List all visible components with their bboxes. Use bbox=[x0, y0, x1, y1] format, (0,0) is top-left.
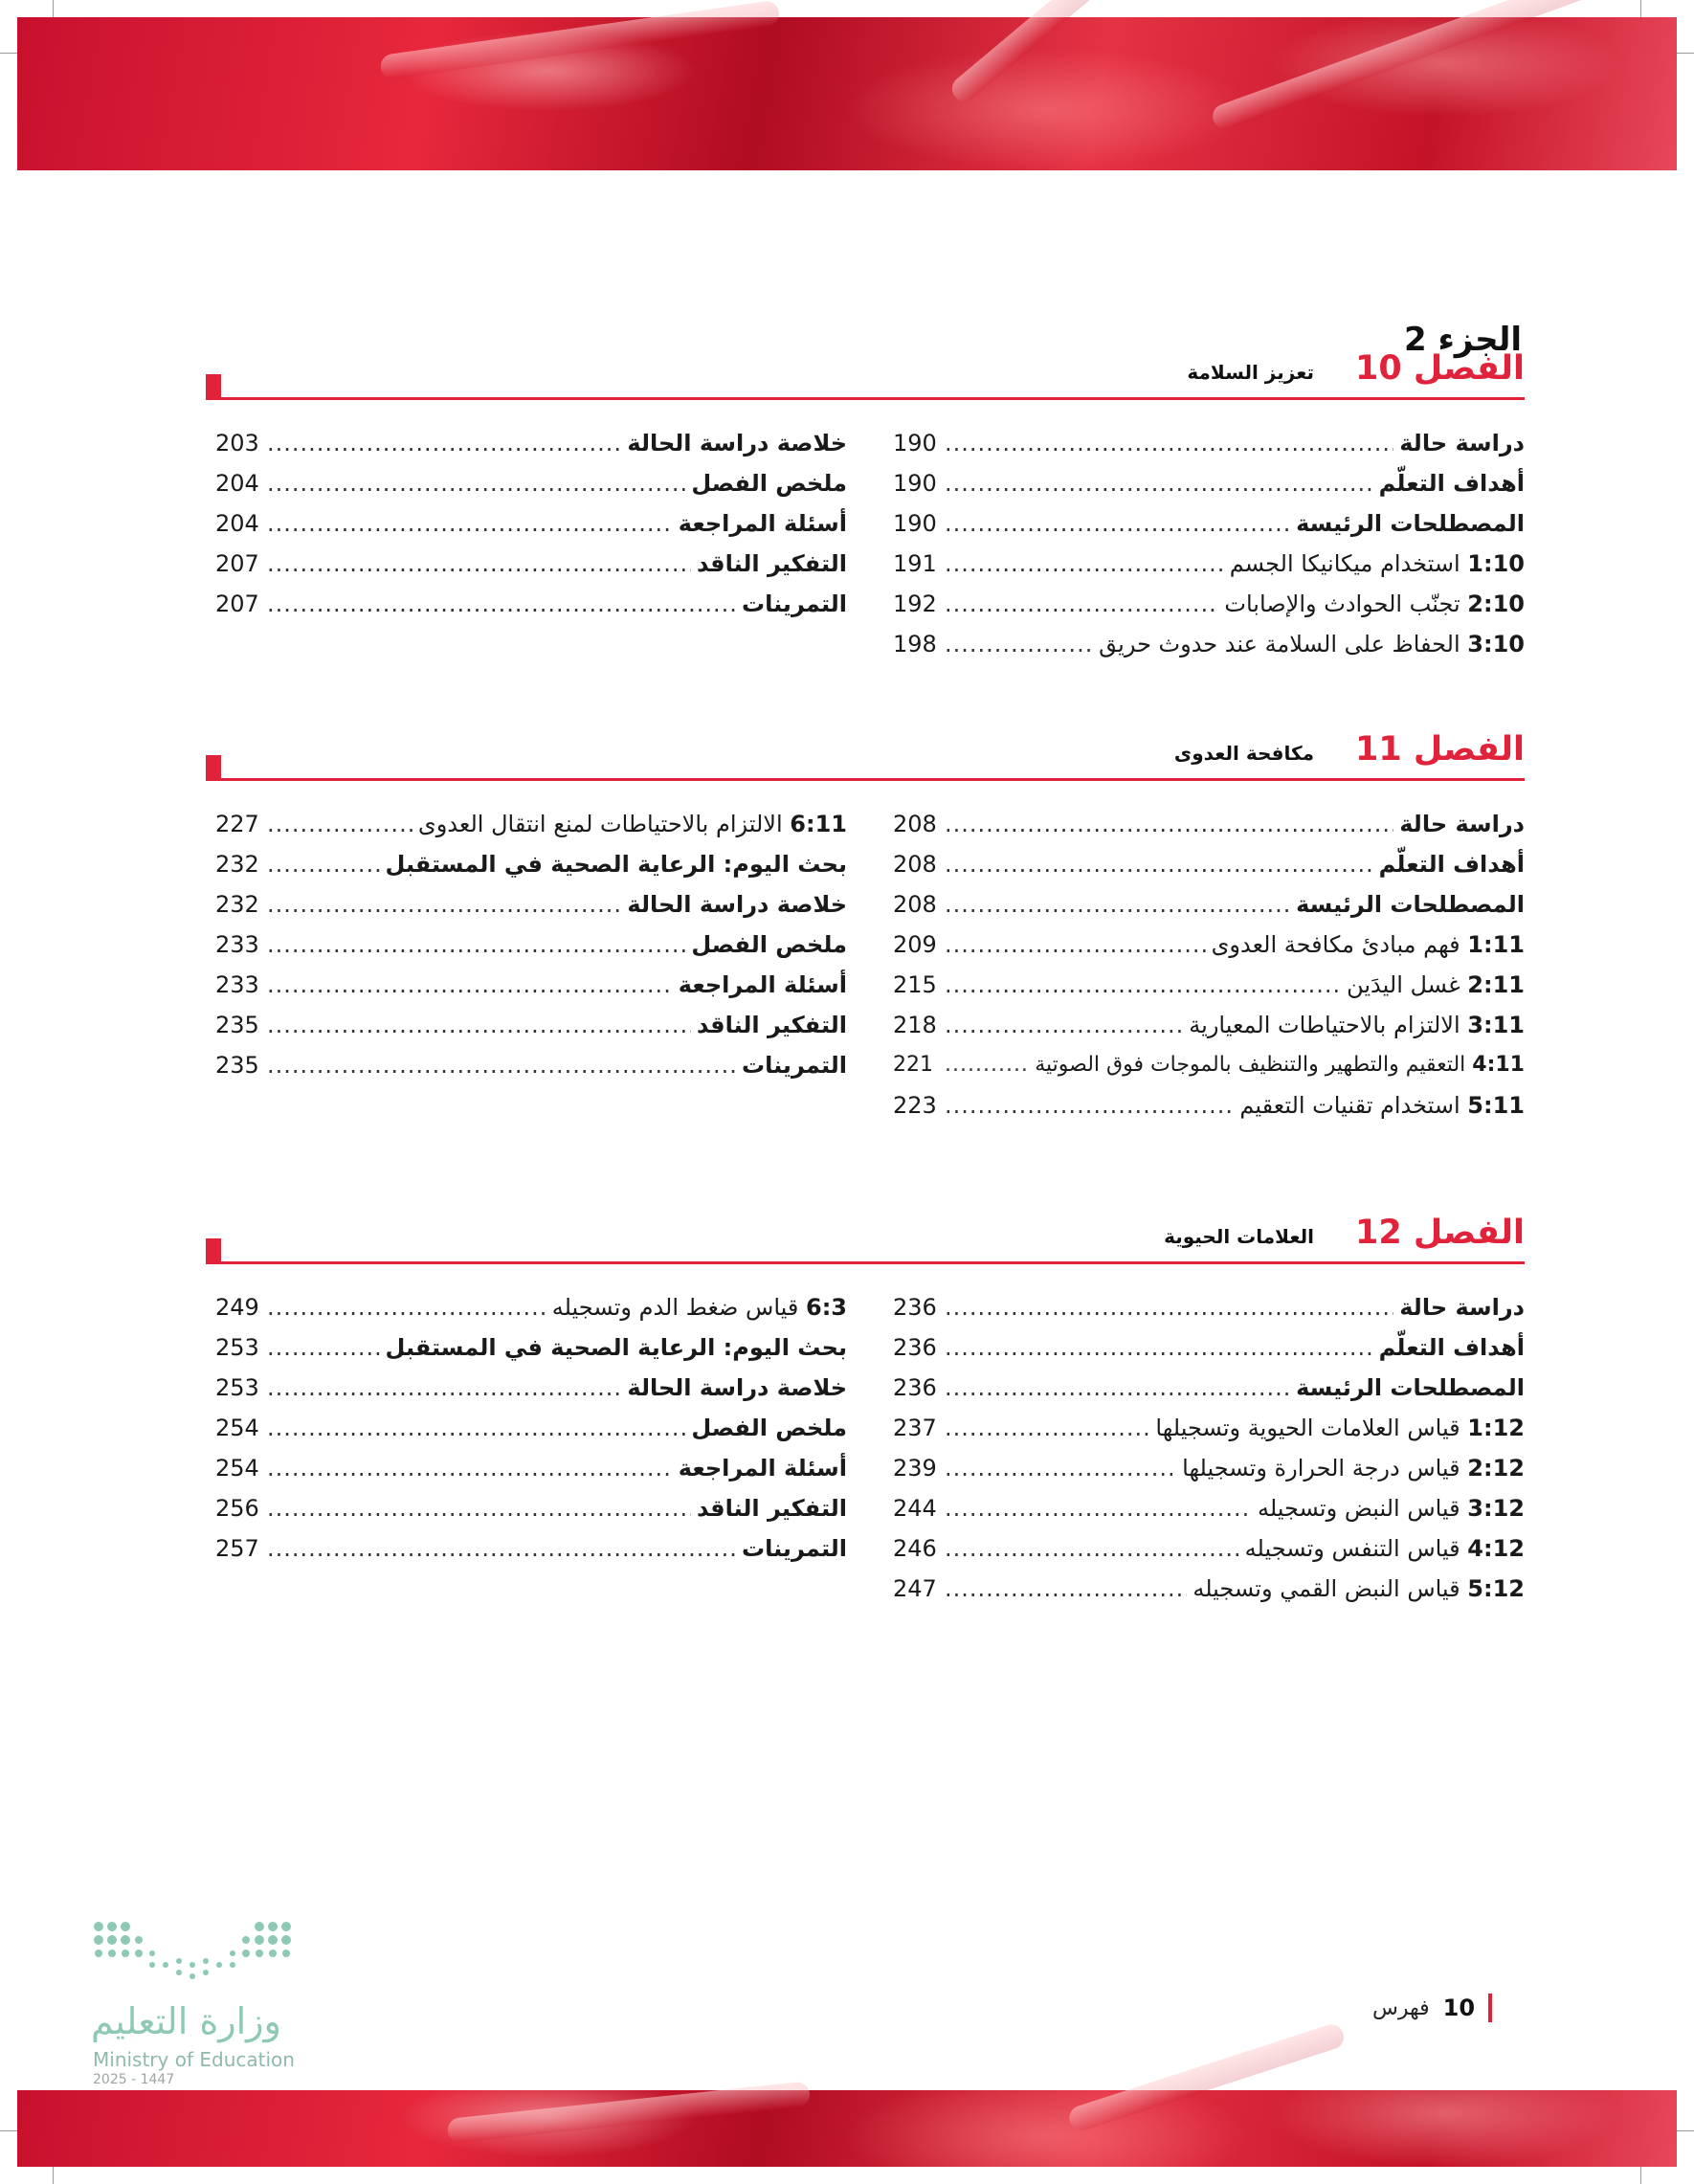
toc-entry[interactable]: أسئلة المراجعة ..... 204 bbox=[215, 508, 847, 539]
page-number: 208 bbox=[893, 891, 937, 918]
ministry-logo bbox=[91, 1919, 311, 2091]
page-number: 247 bbox=[893, 1575, 937, 1602]
page-number: 233 bbox=[215, 931, 259, 958]
toc-entry[interactable]: أهداف التعلّم ..... 190 bbox=[893, 468, 1525, 499]
page-number: 203 bbox=[215, 430, 259, 457]
page-number: 208 bbox=[893, 851, 937, 878]
toc-entry[interactable]: التمرينات ..... 257 bbox=[215, 1533, 847, 1564]
toc-entry[interactable]: خلاصة دراسة الحالة ..... 232 bbox=[215, 889, 847, 920]
toc-column-left bbox=[215, 809, 847, 1090]
toc-entry[interactable]: التفكير الناقد ..... 235 bbox=[215, 1010, 847, 1040]
toc-entry[interactable]: ملخص الفصل ..... 233 bbox=[215, 929, 847, 960]
toc-column-left bbox=[215, 428, 847, 629]
page-number: 192 bbox=[893, 591, 937, 617]
toc-entry[interactable]: التمرينات ..... 235 bbox=[215, 1050, 847, 1081]
toc-entry[interactable]: 2:12 قياس درجة الحرارة وتسجيلها ..... 239 bbox=[893, 1453, 1525, 1483]
page-number: 257 bbox=[215, 1535, 259, 1562]
toc-entry[interactable]: 5:11 استخدام تقنيات التعقيم ..... 223 bbox=[893, 1090, 1525, 1121]
chapter-title: العلامات الحيوية bbox=[1164, 1225, 1314, 1248]
chapter-rule-tab bbox=[206, 755, 221, 781]
footer-page-number: 10 bbox=[1442, 1995, 1476, 2021]
footer-banner bbox=[17, 2090, 1677, 2167]
page-number: 236 bbox=[893, 1334, 937, 1361]
page-number: 227 bbox=[215, 811, 259, 837]
page-number: 254 bbox=[215, 1415, 259, 1441]
chapter-label: الفصل 12 bbox=[1355, 1214, 1525, 1252]
footer-section-label: فهرس bbox=[1372, 1995, 1430, 2020]
chapter-12 bbox=[206, 1214, 1525, 1602]
logo-arabic-name: وزارة التعليم bbox=[91, 2000, 281, 2042]
toc-entry[interactable]: 2:11 غسل اليدَين ..... 215 bbox=[893, 969, 1525, 1000]
page-number: 253 bbox=[215, 1334, 259, 1361]
toc-entry[interactable]: 1:10 استخدام ميكانيكا الجسم ..... 191 bbox=[893, 548, 1525, 579]
page-number: 207 bbox=[215, 550, 259, 577]
logo-dots-icon bbox=[91, 1919, 301, 1986]
toc-column-right bbox=[893, 428, 1525, 669]
page-number: 256 bbox=[215, 1495, 259, 1522]
banner-streak bbox=[1066, 2021, 1347, 2133]
toc-entry[interactable]: المصطلحات الرئيسة ..... 190 bbox=[893, 508, 1525, 539]
logo-year: 2025 - 1447 bbox=[93, 2072, 175, 2087]
toc-entry[interactable]: خلاصة دراسة الحالة ..... 203 bbox=[215, 428, 847, 458]
page-number: 236 bbox=[893, 1294, 937, 1321]
page-number: 191 bbox=[893, 550, 937, 577]
toc-entry[interactable]: 6:11 الالتزام بالاحتياطات لمنع انتقال العدوى ..... 227 bbox=[215, 809, 847, 839]
chapter-rule bbox=[206, 397, 1525, 400]
page-number: 190 bbox=[893, 510, 937, 537]
toc-entry[interactable]: 1:12 قياس العلامات الحيوية وتسجيلها ..... 237 bbox=[893, 1413, 1525, 1443]
toc-entry[interactable]: 1:11 فهم مبادئ مكافحة العدوى ..... 209 bbox=[893, 929, 1525, 960]
page-number: 236 bbox=[893, 1374, 937, 1401]
page-number: 244 bbox=[893, 1495, 937, 1522]
chapter-11 bbox=[206, 730, 1525, 1119]
toc-entry[interactable]: أسئلة المراجعة ..... 254 bbox=[215, 1453, 847, 1483]
chapter-header bbox=[206, 349, 1525, 407]
page-number: 239 bbox=[893, 1455, 937, 1482]
toc-entry[interactable]: دراسة حالة ..... 190 bbox=[893, 428, 1525, 458]
chapter-rule-tab bbox=[206, 374, 221, 400]
banner-streak bbox=[379, 0, 781, 80]
toc-entry[interactable]: 2:10 تجنّب الحوادث والإصابات ..... 192 bbox=[893, 589, 1525, 619]
page-number: 209 bbox=[893, 931, 937, 958]
toc-entry[interactable]: التمرينات ..... 207 bbox=[215, 589, 847, 619]
chapter-rule bbox=[206, 1261, 1525, 1264]
page-number: 207 bbox=[215, 591, 259, 617]
toc-entry[interactable]: أهداف التعلّم ..... 236 bbox=[893, 1332, 1525, 1363]
toc-entry[interactable]: 3:12 قياس النبض وتسجيله ..... 244 bbox=[893, 1493, 1525, 1524]
page-number: 246 bbox=[893, 1535, 937, 1562]
page-number: 249 bbox=[215, 1294, 259, 1321]
toc-column-left bbox=[215, 1292, 847, 1573]
toc-entry[interactable]: التفكير الناقد ..... 207 bbox=[215, 548, 847, 579]
toc-entry[interactable]: بحث اليوم: الرعاية الصحية في المستقبل ..... 232 bbox=[215, 849, 847, 880]
toc-entry[interactable]: 4:11 التعقيم والتطهير والتنظيف بالموجات فوق الصوتية ..... 221 bbox=[893, 1050, 1525, 1081]
page-number: 190 bbox=[893, 430, 937, 457]
toc-entry[interactable]: 5:12 قياس النبض القمي وتسجيله ..... 247 bbox=[893, 1573, 1525, 1604]
page-number: 233 bbox=[215, 971, 259, 998]
page-number: 204 bbox=[215, 470, 259, 497]
banner-streak bbox=[947, 0, 1227, 106]
toc-entry[interactable]: المصطلحات الرئيسة ..... 208 bbox=[893, 889, 1525, 920]
page-number: 215 bbox=[893, 971, 937, 998]
page-footer bbox=[1372, 1994, 1492, 2022]
footer-accent-bar bbox=[1488, 1994, 1492, 2022]
toc-entry[interactable]: المصطلحات الرئيسة ..... 236 bbox=[893, 1372, 1525, 1403]
page-number: 232 bbox=[215, 851, 259, 878]
toc-entry[interactable]: ملخص الفصل ..... 254 bbox=[215, 1413, 847, 1443]
logo-english-name: Ministry of Education bbox=[93, 2048, 295, 2071]
page-number: 221 bbox=[893, 1053, 933, 1077]
page-number: 237 bbox=[893, 1415, 937, 1441]
chapter-title: تعزيز السلامة bbox=[1187, 361, 1314, 384]
page-number: 232 bbox=[215, 891, 259, 918]
toc-entry[interactable]: أسئلة المراجعة ..... 233 bbox=[215, 969, 847, 1000]
toc-entry[interactable]: 3:10 الحفاظ على السلامة عند حدوث حريق ..... 198 bbox=[893, 629, 1525, 659]
header-banner bbox=[17, 17, 1677, 170]
toc-entry[interactable]: دراسة حالة ..... 208 bbox=[893, 809, 1525, 839]
toc-column-right bbox=[893, 1292, 1525, 1614]
toc-entry[interactable]: أهداف التعلّم ..... 208 bbox=[893, 849, 1525, 880]
toc-column-right bbox=[893, 809, 1525, 1130]
page-number: 254 bbox=[215, 1455, 259, 1482]
page-number: 235 bbox=[215, 1052, 259, 1079]
page-number: 190 bbox=[893, 470, 937, 497]
toc-entry[interactable]: ملخص الفصل ..... 204 bbox=[215, 468, 847, 499]
chapter-10 bbox=[206, 349, 1525, 657]
banner-streak bbox=[1210, 0, 1596, 132]
toc-entry[interactable]: بحث اليوم: الرعاية الصحية في المستقبل ..... 253 bbox=[215, 1332, 847, 1363]
toc-entry[interactable]: 6:3 قياس ضغط الدم وتسجيله ..... 249 bbox=[215, 1292, 847, 1323]
page-number: 198 bbox=[893, 631, 937, 657]
chapter-rule bbox=[206, 778, 1525, 781]
chapter-header bbox=[206, 1214, 1525, 1271]
chapter-label: الفصل 10 bbox=[1355, 349, 1525, 388]
toc-entry[interactable]: دراسة حالة ..... 236 bbox=[893, 1292, 1525, 1323]
page-number: 218 bbox=[893, 1012, 937, 1038]
toc-entry[interactable]: التفكير الناقد ..... 256 bbox=[215, 1493, 847, 1524]
toc-entry[interactable]: خلاصة دراسة الحالة ..... 253 bbox=[215, 1372, 847, 1403]
chapter-header bbox=[206, 730, 1525, 788]
page-number: 253 bbox=[215, 1374, 259, 1401]
toc-entry[interactable]: 3:11 الالتزام بالاحتياطات المعيارية ..... 218 bbox=[893, 1010, 1525, 1040]
page-number: 204 bbox=[215, 510, 259, 537]
page-number: 235 bbox=[215, 1012, 259, 1038]
chapter-rule-tab bbox=[206, 1238, 221, 1264]
chapter-label: الفصل 11 bbox=[1355, 730, 1525, 769]
banner-streak bbox=[447, 2081, 812, 2144]
toc-entry[interactable]: 4:12 قياس التنفس وتسجيله ..... 246 bbox=[893, 1533, 1525, 1564]
page-number: 208 bbox=[893, 811, 937, 837]
chapter-title: مكافحة العدوى bbox=[1173, 742, 1314, 765]
page-number: 223 bbox=[893, 1092, 937, 1119]
part-title: الجزء 2 bbox=[1404, 321, 1522, 359]
